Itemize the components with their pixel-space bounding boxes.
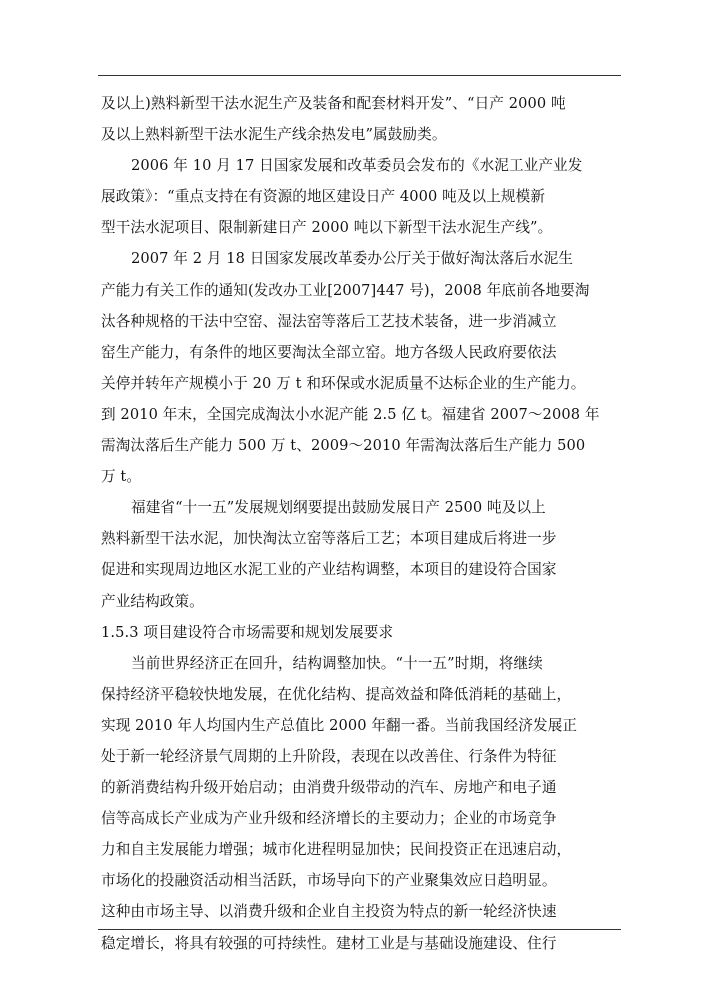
text-line: 万 t。 <box>101 468 142 486</box>
text-line: 需淘汰落后生产能力 500 万 t、2009～2010 年需淘汰落后生产能力 500 <box>101 437 586 455</box>
text-line: 关停并转年产规模小于 20 万 t 和环保或水泥质量不达标企业的生产能力。 <box>101 374 586 392</box>
text-line: 展政策》：“重点支持在有资源的地区建设日产 4000 吨及以上规模新 <box>101 188 546 206</box>
section-heading <box>101 617 623 648</box>
paragraph <box>101 150 623 243</box>
text-line: 实现 2010 年人均国内生产总值比 2000 年翻一番。当前我国经济发展正 <box>101 716 578 734</box>
paragraph <box>101 648 623 959</box>
text-line: 到 2010 年末，全国完成淘汰小水泥产能 2.5 亿 t。福建省 2007～2008 年 <box>101 405 600 423</box>
text-line: 这种由市场主导、以消费升级和企业自主投资为特点的新一轮经济快速 <box>101 903 557 921</box>
text-line: 2007 年 2 月 18 日国家发展改革委办公厅关于做好淘汰落后水泥生 <box>131 250 574 268</box>
text-line: 2006 年 10 月 17 日国家发展和改革委员会发布的《水泥工业产业发 <box>131 157 583 175</box>
text-line: 型干法水泥项目、限制新建日产 2000 吨以下新型干法水泥生产线”。 <box>101 219 553 237</box>
text-line: 及以上)熟料新型干法水泥生产及装备和配套材料开发”、“日产 2000 吨 <box>101 95 566 112</box>
text-line: 处于新一轮经济景气周期的上升阶段，表现在以改善住、行条件为特征 <box>101 747 557 765</box>
text-line: 市场化的投融资活动相当活跃，市场导向下的产业聚集效应日趋明显。 <box>101 872 557 890</box>
text-line: 力和自主发展能力增强；城市化进程明显加快；民间投资正在迅速启动， <box>101 841 572 859</box>
text-line: 产能力有关工作的通知(发改办工业[2007]447 号)，2008 年底前各地要淘 <box>101 281 590 299</box>
document-body <box>101 88 623 959</box>
paragraph <box>101 88 623 150</box>
text-line: 福建省“十一五”发展规划纲要提出鼓励发展日产 2500 吨及以上 <box>131 499 546 517</box>
text-line: 信等高成长产业成为产业升级和经济增长的主要动力；企业的市场竞争 <box>101 810 557 828</box>
paragraph <box>101 492 623 616</box>
text-line: 产业结构政策。 <box>101 592 204 610</box>
text-line: 的新消费结构升级开始启动；由消费升级带动的汽车、房地产和电子通 <box>101 779 557 797</box>
text-line: 熟料新型干法水泥，加快淘汰立窑等落后工艺；本项目建成后将进一步 <box>101 530 557 548</box>
text-line: 汰各种规格的干法中空窑、湿法窑等落后工艺技术装备，进一步消减立 <box>101 312 557 330</box>
header-rule <box>98 75 621 76</box>
paragraph <box>101 243 623 492</box>
text-line: 当前世界经济正在回升，结构调整加快。“十一五”时期，将继续 <box>131 654 543 672</box>
text-line: 稳定增长，将具有较强的可持续性。建材工业是与基础设施建设、住行 <box>101 934 557 952</box>
text-line: 保持经济平稳较快地发展，在优化结构、提高效益和降低消耗的基础上， <box>101 685 572 703</box>
text-line: 促进和实现周边地区水泥工业的产业结构调整，本项目的建设符合国家 <box>101 561 557 579</box>
text-line: 及以上熟料新型干法水泥生产线余热发电”属鼓励类。 <box>101 126 447 144</box>
footer-rule <box>98 929 621 930</box>
heading-text: 1.5.3 项目建设符合市场需要和规划发展要求 <box>101 623 394 641</box>
text-line: 窑生产能力，有条件的地区要淘汰全部立窑。地方各级人民政府要依法 <box>101 343 557 361</box>
